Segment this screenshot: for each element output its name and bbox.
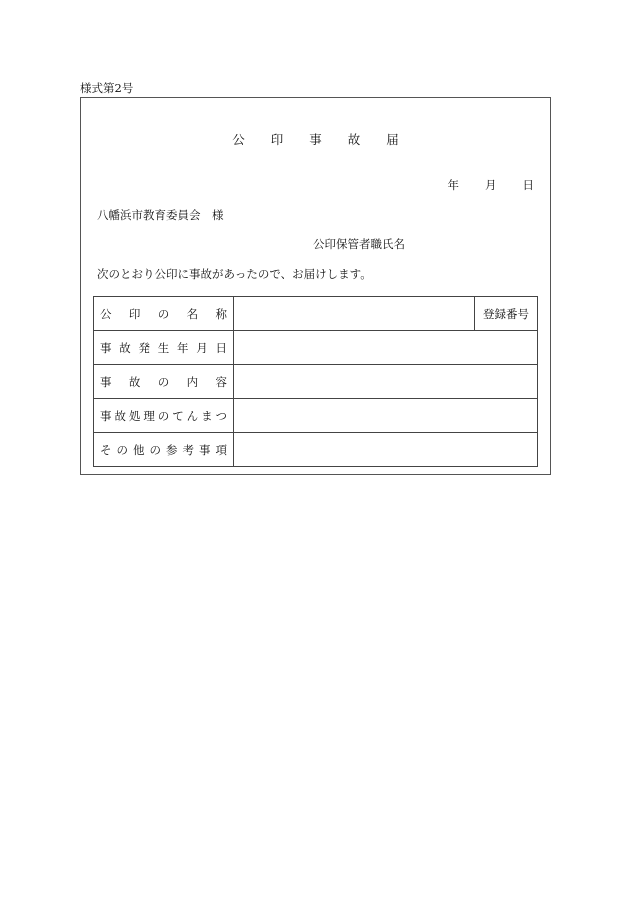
registration-number-label: 登録番号 (475, 297, 538, 331)
handling-field[interactable] (234, 399, 538, 433)
row-label-incident-details: 事 故 の 内 容 (94, 365, 234, 399)
other-notes-field[interactable] (234, 433, 538, 467)
seal-name-field[interactable] (234, 297, 475, 331)
incident-details-field[interactable] (234, 365, 538, 399)
row-label-seal-name: 公 印 の 名 称 (94, 297, 234, 331)
addressee: 八幡浜市教育委員会 様 (97, 208, 224, 222)
row-label-handling: 事 故 処 理 の て ん ま つ (94, 399, 234, 433)
table-row (94, 365, 538, 399)
table-row (94, 297, 538, 331)
row-label-other-notes: そ の 他 の 参 考 事 項 (94, 433, 234, 467)
date-line: 年 月 日 (447, 178, 534, 192)
row-label-incident-date: 事 故 発 生 年 月 日 (94, 331, 234, 365)
table-row (94, 399, 538, 433)
notice-text: 次のとおり公印に事故があったので、お届けします。 (97, 267, 372, 281)
form-number: 様式第2号 (80, 81, 134, 95)
form-frame (80, 97, 551, 475)
table-row (94, 331, 538, 365)
form-title: 公 印 事 故 届 (232, 132, 399, 147)
incident-date-field[interactable] (234, 331, 538, 365)
table-row (94, 433, 538, 467)
report-table (93, 296, 538, 467)
custodian-label: 公印保管者職氏名 (313, 237, 405, 251)
